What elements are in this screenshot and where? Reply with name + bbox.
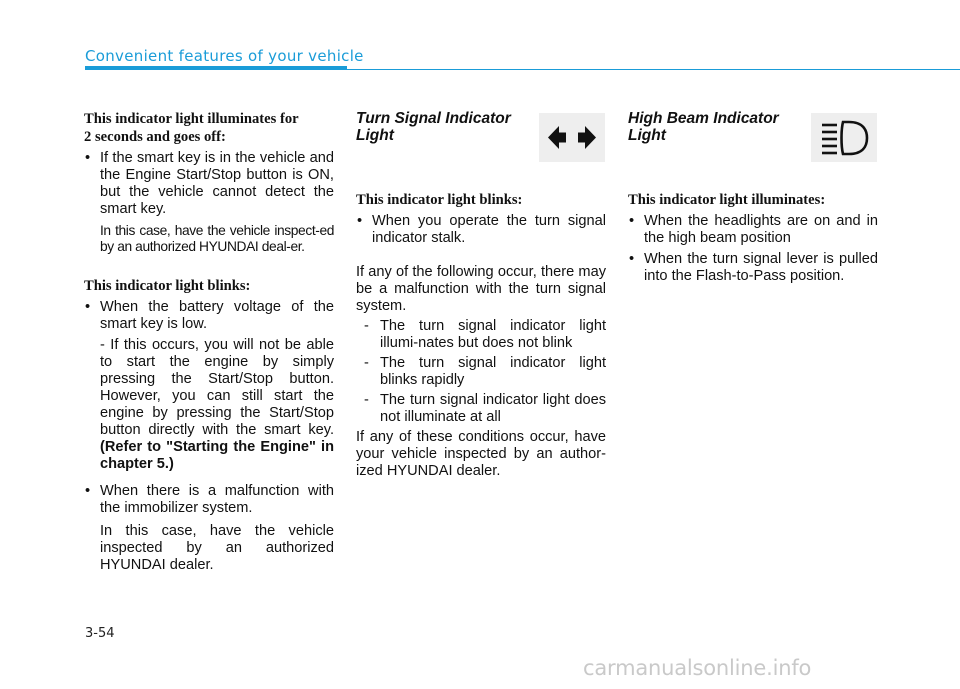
dash-item-rapid-blink: - The turn signal indicator light blinks rapidly [364,355,606,388]
column-turn-signal-indicator [356,110,606,480]
bullet-operate-stalk: • When you operate the turn signal indicator stalk. [356,213,606,247]
heading-illuminates: This indicator light illuminates: [628,192,826,208]
note-inspect-dealer: In this case, have the vehicle inspected by an authorized HYUNDAI dealer. [100,523,334,573]
bullet-smart-key-not-detected: • If the smart key is in the vehicle and the Engine Start/Stop button is ON, but the vehicle cannot detect the smart key. [84,150,334,218]
column-smart-key-indicator [84,110,334,574]
title-line-1: High Beam Indicator [628,110,779,127]
bullet-high-beam-on: • When the headlights are on and in the high beam position [628,213,878,247]
title-line-1: Turn Signal Indicator [356,110,511,127]
dash-item-no-illuminate: - The turn signal indicator light does not illuminate at all [364,392,606,425]
chapter-reference: (Refer to "Starting the Engine" in chapter 5.) [100,439,334,472]
heading-line-1: This indicator light illuminates for [84,111,299,127]
high-beam-icon [811,113,877,162]
turn-signal-arrows-icon [539,113,605,162]
inspect-advice: If any of these conditions occur, have your vehicle inspected by an author-ized HYUNDAI dealer. [356,429,606,479]
watermark-text: carmanualsonline.info [583,656,812,680]
heading-illuminates [84,110,334,146]
bullet-flash-to-pass: • When the turn signal lever is pulled into the Flash-to-Pass position. [628,251,878,285]
sub-note-text: - If this occurs, you will not be able to start the engine by simply pressing the Start/Stop button. However, you can still start the engine by pressing the Start/Stop button directly with the smart key. [100,337,334,438]
section-title: Convenient features of your vehicle [85,47,364,65]
page-number: 3-54 [85,626,115,641]
title-line-2: Light [356,127,394,144]
bullet-battery-low: • When the battery voltage of the smart key is low. [84,299,334,333]
note-inspect-vehicle: In this case, have the vehicle inspect-ed by an authorized HYUNDAI deal-er. [100,223,334,254]
title-line-2: Light [628,127,666,144]
heading-blinks: This indicator light blinks: [84,278,251,294]
sub-note-start-engine [84,337,334,473]
dash-item-text: The turn signal indicator light blinks rapidly [380,355,606,388]
heading-line-2: 2 seconds and goes off: [84,129,226,145]
dash-item-text: The turn signal indicator light illumi-nates but does not blink [380,318,606,351]
bullet-immobilizer-malfunction: • When there is a malfunction with the immobilizer system. [84,483,334,517]
malfunction-intro: If any of the following occur, there may be a malfunction with the turn signal system. [356,264,606,314]
dash-item-no-blink: - The turn signal indicator light illumi-nates but does not blink [364,318,606,351]
heading-blinks: This indicator light blinks: [356,192,523,208]
header-rule [85,69,960,70]
dash-item-text: The turn signal indicator light does not illuminate at all [380,392,606,425]
